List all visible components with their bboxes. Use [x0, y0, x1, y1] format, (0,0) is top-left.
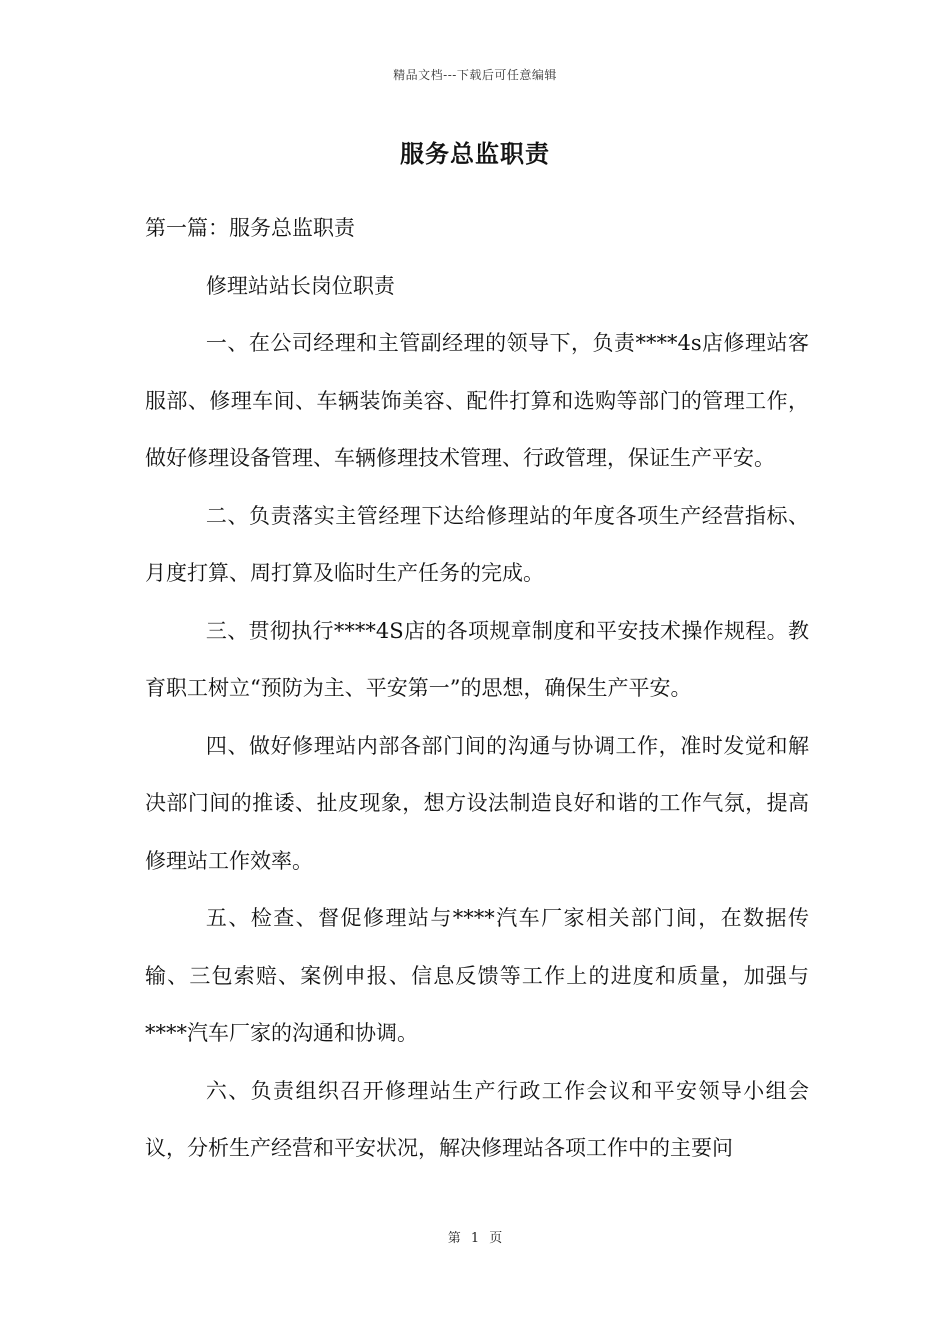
- subtitle: 修理站站长岗位职责: [205, 273, 395, 298]
- page-number-value: 1: [470, 1231, 480, 1246]
- header-note: 精品文档---下载后可任意编辑: [393, 68, 557, 82]
- paragraph-5: 五、检查、督促修理站与****汽车厂家相关部门间，在数据传输、三包索赔、案例申报、信息反馈等工作上的进度和质量，加强与****汽车厂家的沟通和协调。: [145, 906, 809, 1045]
- document-body: [145, 200, 809, 1178]
- paragraph-6: 六、负责组织召开修理站生产行政工作会议和平安领导小组会议，分析生产经营和平安状况，解决修理站各项工作中的主要问: [145, 1078, 809, 1160]
- paragraph-2: 二、负责落实主管经理下达给修理站的年度各项生产经营指标、月度打算、周打算及临时生产任务的完成。: [145, 503, 809, 585]
- section-title: 第一篇：服务总监职责: [145, 216, 355, 240]
- page-number-prefix: 第: [447, 1231, 461, 1246]
- paragraph-4: 四、做好修理站内部各部门间的沟通与协调工作，准时发觉和解决部门间的推诿、扯皮现象，想方设法制造良好和谐的工作气氛，提高修理站工作效率。: [145, 733, 809, 873]
- page-number-suffix: 页: [489, 1231, 503, 1246]
- paragraph-1: 一、在公司经理和主管副经理的领导下，负责****4s店修理站客服部、修理车间、车辆装饰美容、配件打算和选购等部门的管理工作，做好修理设备管理、车辆修理技术管理、行政管理，保证生产平安。: [145, 331, 809, 470]
- page-number: [0, 1227, 950, 1246]
- document-title: 服务总监职责: [400, 139, 550, 168]
- paragraph-3: 三、贯彻执行****4S店的各项规章制度和平安技术操作规程。教育职工树立“预防为主、平安第一”的思想，确保生产平安。: [145, 618, 809, 700]
